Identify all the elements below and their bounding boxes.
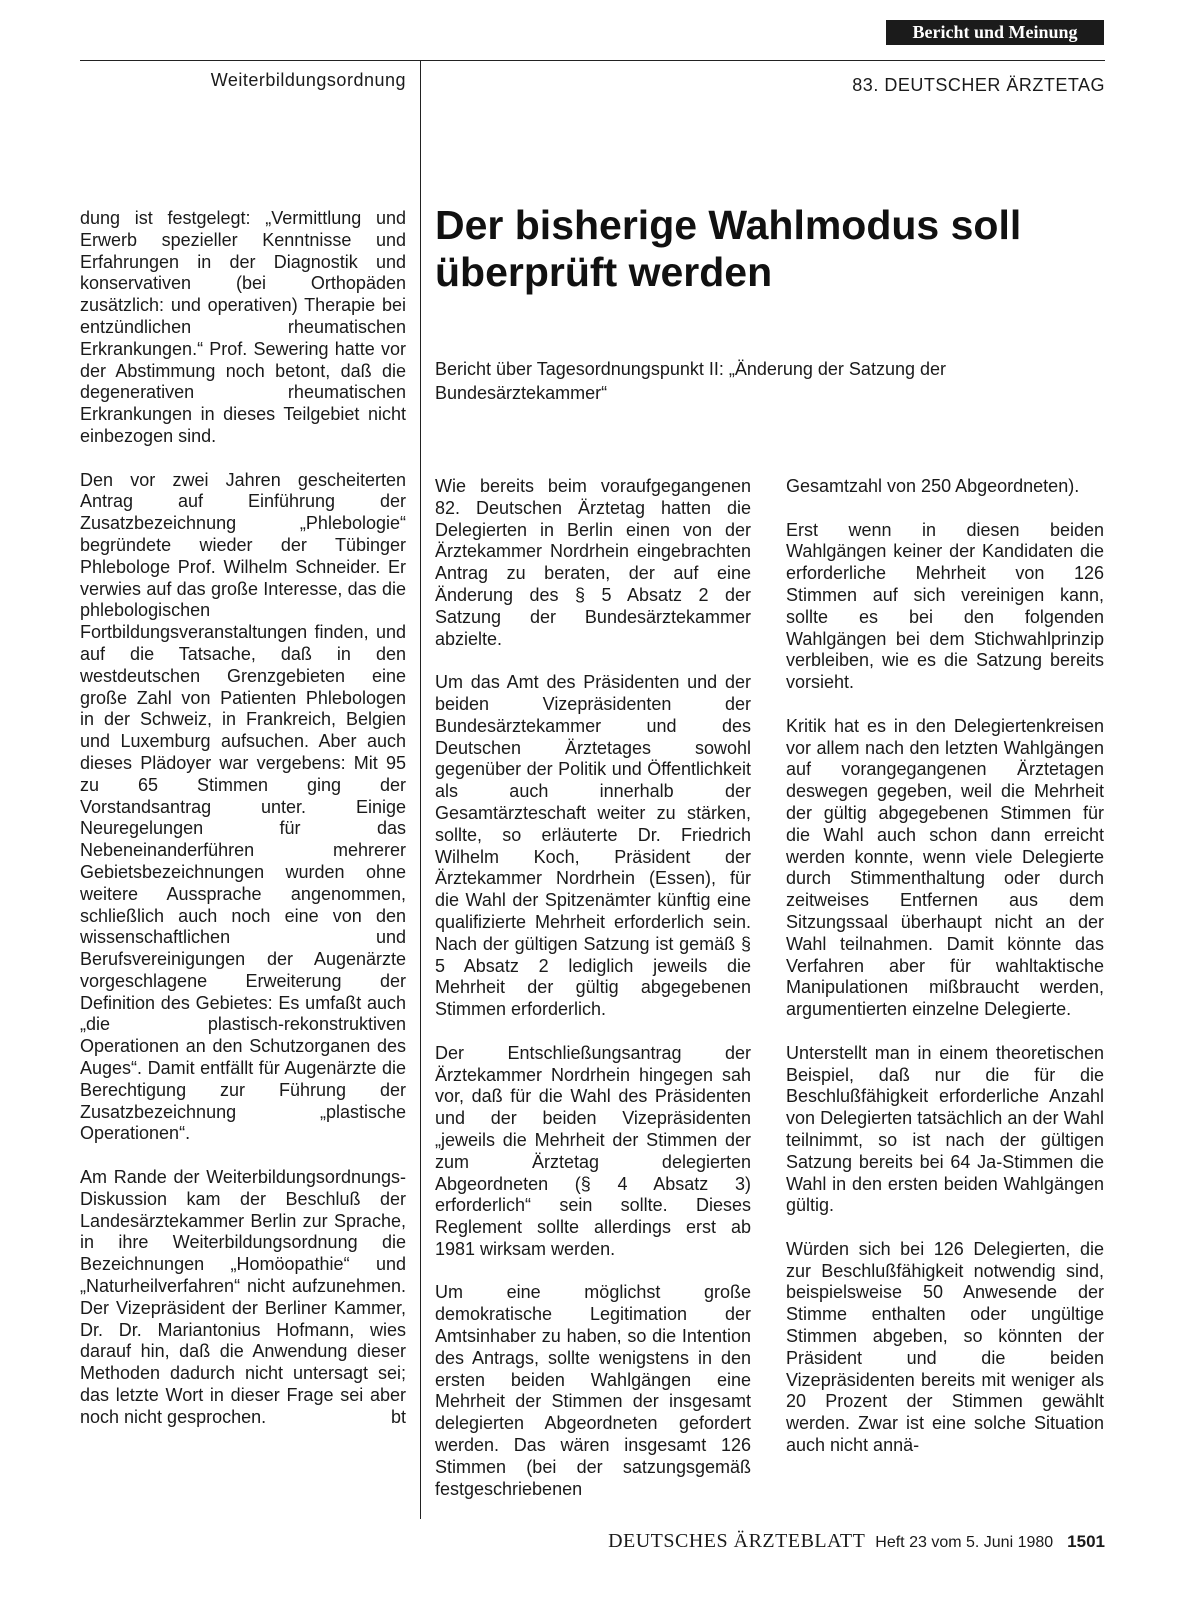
column-divider — [420, 60, 421, 1519]
paragraph — [80, 1167, 406, 1429]
article-subtitle: Bericht über Tagesordnungspunkt II: „Änderung der Satzung der Bundesärztekammer“ — [435, 359, 946, 403]
left-column — [80, 208, 406, 1450]
journal-name: DEUTSCHES ÄRZTEBLATT — [608, 1530, 866, 1552]
header-left-rubric: Weiterbildungsordnung — [210, 70, 406, 90]
paragraph: Um das Amt des Präsidenten und der beiden Vizepräsidenten der Bundesärztekammer und des Deutschen Ärztetages sowohl gegenüber der Politik und Öffentlichkeit als auch innerhalb der Gesamtärzteschaft weiter zu stärken, sollte, so erläuterte Dr. Friedrich Wilhelm Koch, Präsident der Ärztekammer Nordrhein (Essen), für die Wahl der Spitzenämter künftig eine qualifizierte Mehrheit erforderlich sein. Nach der gültigen Satzung ist gemäß § 5 Absatz 2 lediglich jeweils die Mehrheit der gültig abgegebenen Stimmen erforderlich. — [435, 672, 751, 1020]
paragraph: Wie bereits beim voraufgegangenen 82. Deutschen Ärztetag hatten die Delegierten in Berlin einen von der Ärztekammer Nordrhein eingebrachten Antrag zu beraten, der auf eine Änderung des § 5 Absatz 2 der Satzung der Bundesärztekammer abzielte. — [435, 476, 751, 649]
right-column — [786, 476, 1104, 1479]
author-signature: bt — [390, 1406, 406, 1427]
paragraph: Unterstellt man in einem theoretischen Beispiel, daß nur die für die Beschlußfähigkeit erforderliche Anzahl von Delegierten tatsächlich an der Wahl teilnimmt, so ist nach der gültigen Satzung bereits bei 64 Ja-Stimmen die Wahl in den ersten beiden Wahlgängen gültig. — [786, 1042, 1104, 1216]
paragraph: Gesamtzahl von 250 Abgeordneten). — [786, 476, 1080, 496]
paragraph-text: Am Rande der Weiterbildungsordnungs-Diskussion kam der Beschluß der Landesärztekammer Berlin zur Sprache, in ihre Weiterbildungsordnung die Bezeichnungen „Homöopathie“ und „Naturheilverfahren“ nicht aufzunehmen. Der Vizepräsident der Berliner Kammer, Dr. Dr. Mariantonius Hofmann, wies darauf hin, daß die Anwendung dieser Methoden dadurch nicht untersagt sei; das letzte Wort in dieser Frage sei aber noch nicht gesprochen. — [80, 1167, 406, 1427]
page-footer — [480, 1530, 1105, 1553]
paragraph: Um eine möglichst große demokratische Legitimation der Amtsinhaber zu haben, so die Intention des Antrags, sollte wenigstens in den ersten beiden Wahlgängen eine Mehrheit der Stimmen der insgesamt delegierten Abgeordneten gefordert werden. Das wären insgesamt 126 Stimmen (bei der satzungsgemäß festgeschriebenen — [435, 1282, 751, 1499]
paragraph: Erst wenn in diesen beiden Wahlgängen keiner der Kandidaten die erforderliche Mehrheit von 126 Stimmen auf sich vereinigen kann, sollte es bei den folgenden Wahlgängen bei dem Stichwahlprinzip verbleiben, wie es die Satzung bereits vorsieht. — [786, 519, 1104, 693]
paragraph: Würden sich bei 126 Delegierten, die zur Beschlußfähigkeit notwendig sind, beispielsweise 50 Anwesende der Stimme enthalten oder ungültige Stimmen abgeben, so könnten der Präsident und die beiden Vizepräsidenten bereits mit weniger als 20 Prozent der Stimmen gewählt werden. Zwar ist eine solche Situation auch nicht annä- — [786, 1238, 1104, 1456]
issue-info: Heft 23 vom 5. Juni 1980 — [875, 1534, 1054, 1551]
paragraph: Der Entschließungsantrag der Ärztekammer Nordrhein hingegen sah vor, daß für die Wahl des Präsidenten und der beiden Vizepräsidenten „jeweils die Mehrheit der Stimmen der zum Ärztetag delegierten Abgeordneten (§ 4 Absatz 3) erforderlich“ sein sollte. Dieses Reglement sollte allerdings erst ab 1981 wirksam werden. — [435, 1042, 751, 1259]
page-number: 1501 — [1067, 1532, 1105, 1551]
paragraph: Kritik hat es in den Delegiertenkreisen vor allem nach den letzten Wahlgängen auf vorangegangenen Ärztetagen deswegen gegeben, weil die Mehrheit der gültig abgegebenen Stimmen für die Wahl auch schon dann erreicht werden konnte, wenn viele Delegierte durch Stimmenthaltung oder durch zeitweises Entfernen aus dem Sitzungssaal überhaupt nicht an der Wahl teilnahmen. Damit könnte das Verfahren aber für wahltaktische Manipulationen mißbraucht werden, argumentierten einzelne Delegierte. — [786, 715, 1104, 1020]
header-rule — [80, 60, 1105, 61]
paragraph: Den vor zwei Jahren gescheiterten Antrag auf Einführung der Zusatzbezeichnung „Phlebologie“ begründete wieder der Tübinger Phlebologe Prof. Wilhelm Schneider. Er verwies auf das große Interesse, das die phlebologischen Fortbildungsveranstaltungen finden, und auf die Tatsache, daß in den westdeutschen Grenzgebieten eine große Zahl von Patienten Phlebologen in der Schweiz, in Frankreich, Belgien und Luxemburg aufsuchen. Aber auch dieses Plädoyer war vergebens: Mit 95 zu 65 Stimmen ging der Vorstandsantrag unter. Einige Neuregelungen für das Nebeneinanderführen mehrerer Gebietsbezeichnungen wurden ohne weitere Aussprache angenommen, schließlich auch noch eine von den wissenschaftlichen und Berufsvereinigungen der Augenärzte vorgeschlagene Erweiterung der Definition des Gebietes: Es umfaßt auch „die plastisch-rekonstruktiven Operationen an den Schutzorganen des Auges“. Damit entfällt für Augenärzte die Berechtigung zur Führung der Zusatzbezeichnung „plastische Operationen“. — [80, 469, 406, 1144]
article-title: Der bisherige Wahlmodus soll überprüft werden — [435, 202, 1022, 295]
middle-column — [435, 476, 751, 1522]
header-right-rubric: 83. DEUTSCHER ÄRZTETAG — [852, 75, 1105, 95]
section-badge: Bericht und Meinung — [886, 20, 1104, 45]
paragraph: dung ist festgelegt: „Vermittlung und Erwerb spezieller Kenntnisse und Erfahrungen in der Diagnostik und konservativen (bei Orthopäden zusätzlich: und operativen) Therapie bei entzündlichen rheumatischen Erkrankungen.“ Prof. Sewering hatte vor der Abstimmung noch betont, daß die degenerativen rheumatischen Erkrankungen in dieses Teilgebiet nicht einbezogen sind. — [80, 208, 406, 446]
